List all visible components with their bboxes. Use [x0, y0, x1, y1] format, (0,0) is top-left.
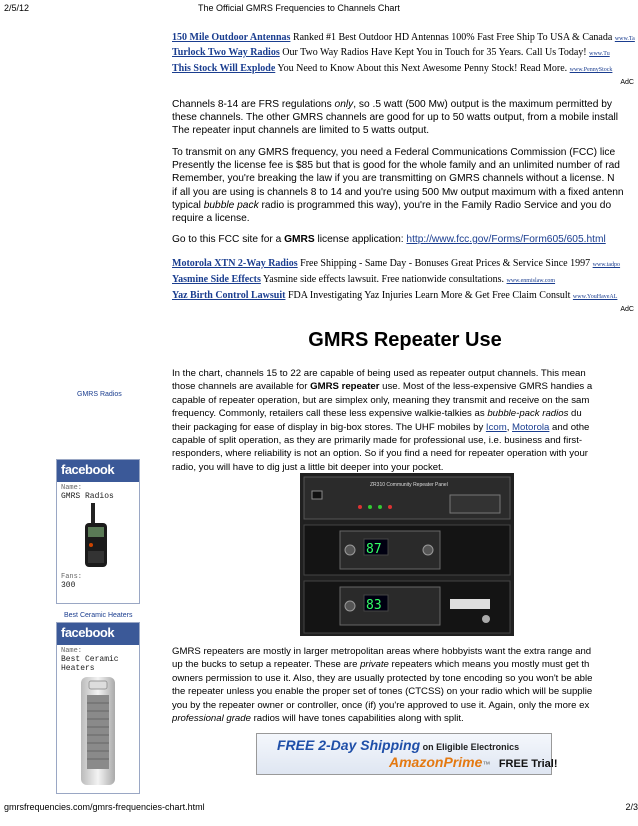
ad-row — [172, 63, 638, 74]
facebook-page-widget[interactable] — [56, 459, 140, 604]
fb-page-name: GMRS Radios — [61, 492, 114, 501]
text-line: professional grade radios will have tones capabilities along with split. — [172, 713, 464, 725]
text-bold: GMRS — [284, 234, 315, 245]
text-line: capable of split operation, as they are primarily made for professional use, i.e. business and first- — [172, 435, 583, 447]
ad-row — [172, 274, 638, 285]
ad-description: You Need to Know About this Next Awesome Penny Stock! Read More. — [277, 63, 568, 74]
fb-name-label: Name: — [61, 484, 83, 492]
channel-display: 83 — [366, 598, 382, 613]
text-line: their packaging for ease of display in big-box stores. The UHF mobiles by Icom, Motorola and othe — [172, 421, 590, 433]
print-date: 2/5/12 — [4, 3, 30, 13]
page-header-title: The Official GMRS Frequencies to Channels Chart — [198, 3, 400, 13]
text-line: you by the repeater owner or controller, once (if) you're approved to use it. Again, only the more ex — [172, 699, 590, 711]
ad-row — [172, 290, 638, 301]
adchoices-label[interactable]: AdC — [620, 79, 634, 86]
text-line: Presently the license fee is $85 but that is good for the whole family and an unlimited number of rad — [172, 160, 620, 172]
text-line: those channels are available for GMRS repeater use. Most of the less-expensive GMRS handies a — [172, 381, 593, 393]
ad-url[interactable]: www.Tu — [589, 51, 610, 57]
free-trial-cta[interactable]: FREE Trial! — [498, 758, 558, 770]
text-line: owners permission to use it. Also, they are usually protected by tone encoding so you won't be able — [172, 672, 593, 684]
text-line: To transmit on any GMRS frequency, you need a Federal Communications Commission (FCC) lice — [172, 147, 616, 158]
panel-label: ZR310 Community Repeater Panel — [370, 482, 448, 488]
heater-product-image — [57, 673, 139, 796]
paragraph-fcc-link — [172, 233, 638, 246]
radio-product-image — [57, 501, 139, 571]
ad-url[interactable]: www.tadpo — [592, 262, 621, 268]
paragraph-repeater — [172, 367, 638, 474]
ad-description: Yasmine side effects lawsuit. Free nationwide consultations. — [263, 274, 505, 285]
text-line: the repeater unless you enable the proper set of tones (CTCSS) on your radio which will be supplie — [172, 686, 593, 698]
text-fragment: Go to this FCC site for a — [172, 234, 285, 245]
text-line: Remember, you're breaking the law if you are transmitting on GMRS channels without a license. N — [172, 173, 615, 185]
section-title: GMRS Repeater Use — [308, 329, 502, 351]
fb-fans-label: Fans: — [61, 573, 83, 581]
text-line: typical bubble pack radio is programmed this way), you're in the Family Radio Service and you do — [172, 199, 612, 211]
ad-url[interactable]: www.enmislaw.com — [506, 278, 556, 284]
page-number: 2/3 — [625, 802, 638, 812]
banner-line2 — [389, 754, 558, 772]
text-fragment: license application: — [314, 234, 407, 245]
paragraph-frs-limits — [172, 98, 638, 138]
ad-description: Free Shipping - Same Day - Bonuses Great Prices & Service Since 1997 — [300, 258, 591, 269]
ad-row — [172, 32, 638, 43]
facebook-page-widget[interactable] — [56, 622, 140, 794]
amazon-prime-logo: AmazonPrime — [389, 754, 483, 770]
ad-description: FDA Investigating Yaz Injuries Learn More & Get Free Claim Consult — [287, 290, 571, 301]
fb-page-name: Best Ceramic Heaters — [61, 655, 119, 673]
ad-link[interactable]: Turlock Two Way Radios — [172, 47, 280, 58]
text-line: require a license. — [172, 213, 250, 225]
ad-url[interactable]: www.PennyStock — [569, 67, 613, 73]
ad-description: Ranked #1 Best Outdoor HD Antennas 100% Fast Free Ship To USA & Canada — [292, 32, 613, 43]
paragraph-private-repeaters — [172, 645, 638, 725]
text-line: capable of repeater operation, but are simplex only, meaning they transmit and receive on the sam — [172, 394, 590, 406]
text-line: these channels. The other GMRS channels are good for up to 50 watts output, from a mobile install — [172, 112, 619, 124]
ad-link[interactable]: This Stock Will Explode — [172, 63, 276, 74]
text-line: radio, you will have to dig just a little bit deeper into your pocket. — [172, 461, 444, 473]
text-line: frequency. Commonly, retailers call these less expensive walkie-talkies as bubble-pack radios du — [172, 408, 582, 420]
fb-name-label: Name: — [61, 647, 83, 655]
sidebar-link-gmrs-radios[interactable]: GMRS Radios — [77, 391, 122, 398]
amazon-prime-banner[interactable] — [256, 733, 558, 775]
facebook-logo: facebook — [57, 460, 139, 482]
footer-url: gmrsfrequencies.com/gmrs-frequencies-chart.html — [4, 802, 205, 812]
text-line: responders, where reliability is not an option. So if you find a need for repeater operation with your — [172, 448, 588, 460]
ad-url[interactable]: www.Ta — [614, 36, 635, 42]
fb-fans-count: 300 — [61, 581, 76, 590]
repeater-panel-photo — [300, 473, 514, 636]
fcc-form-link[interactable]: http://www.fcc.gov/Forms/Form605/605.html — [406, 234, 606, 245]
text-line: if all you are using is channels 8 to 14 and you're using 500 Mw output maximum with a fixed antenn — [172, 186, 624, 198]
ad-url[interactable]: www.YouHaveAL — [572, 294, 618, 300]
text-line: up the bucks to setup a repeater. These are private repeaters which means you mostly must get th — [172, 659, 590, 671]
text-line: In the chart, channels 15 to 22 are capable of being used as repeater output channels. This mean — [172, 368, 586, 379]
facebook-logo: facebook — [57, 623, 139, 645]
ad-description: Our Two Way Radios Have Kept You in Touch for 35 Years. Call Us Today! — [282, 47, 587, 58]
ad-link[interactable]: Motorola XTN 2-Way Radios — [172, 258, 298, 269]
ad-link[interactable]: Yasmine Side Effects — [172, 274, 261, 285]
adchoices-label[interactable]: AdC — [620, 306, 634, 313]
trademark-mark: ™ — [482, 760, 491, 769]
text-line: The repeater input channels are limited to 5 watts output. — [172, 125, 430, 137]
ad-link[interactable]: Yaz Birth Control Lawsuit — [172, 290, 286, 301]
ad-row — [172, 258, 638, 269]
banner-headline: FREE 2-Day Shipping — [277, 737, 421, 753]
banner-subtext: on Eligible Electronics — [420, 742, 520, 752]
text-line: Channels 8-14 are FRS regulations only, so .5 watt (500 Mw) output is the maximum permitted by — [172, 99, 612, 110]
paragraph-license — [172, 146, 638, 225]
text-line: GMRS repeaters are mostly in larger metropolitan areas where hobbyists want the extra range and — [172, 646, 592, 657]
ad-row — [172, 47, 638, 58]
channel-display: 87 — [366, 542, 382, 557]
sidebar-link-ceramic-heaters[interactable]: Best Ceramic Heaters — [64, 612, 133, 619]
ad-link[interactable]: 150 Mile Outdoor Antennas — [172, 32, 291, 43]
banner-line1 — [277, 737, 519, 755]
